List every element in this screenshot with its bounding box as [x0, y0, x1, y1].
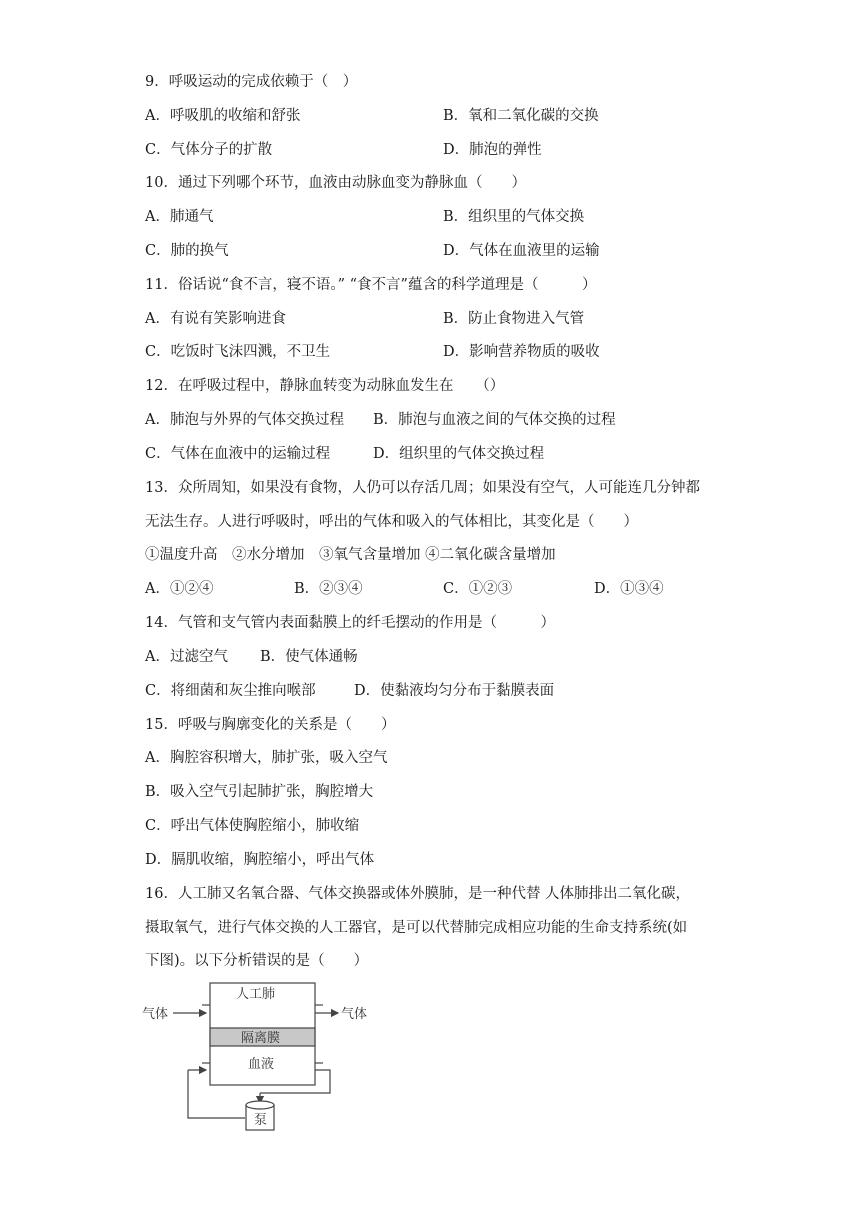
q14-option-b: B．使气体通畅: [260, 649, 358, 665]
q11-stem: 11．俗话说“食不言，寝不语。” “食不言”蕴含的科学道理是（ ）: [145, 277, 597, 293]
q11-option-b: B．防止食物进入气管: [443, 311, 585, 327]
q15-option-d: D．膈肌收缩，胸腔缩小，呼出气体: [145, 852, 375, 868]
q12-stem: 12．在呼吸过程中，静脉血转变为动脉血发生在 （）: [145, 378, 505, 394]
q11-option-a: A．有说有笑影响进食: [145, 311, 286, 327]
q13-option-c: C．①②③: [443, 581, 513, 597]
q16-stem-line3: 下图)。以下分析错误的是（ ）: [145, 953, 369, 969]
q14-stem: 14．气管和支气管内表面黏膜上的纤毛摆动的作用是（ ）: [145, 615, 555, 631]
artificial-lung-diagram: [140, 975, 380, 1135]
q15-option-c: C．呼出气体使胸腔缩小，肺收缩: [145, 818, 360, 834]
q14-option-d: D．使黏液均匀分布于黏膜表面: [354, 683, 555, 699]
q13-option-d: D．①③④: [594, 581, 664, 597]
q14-option-c: C．将细菌和灰尘推向喉部: [145, 683, 316, 699]
q12-option-b: B．肺泡与血液之间的气体交换的过程: [373, 412, 616, 428]
q9-option-b: B．氧和二氧化碳的交换: [443, 108, 599, 124]
q12-option-d: D．组织里的气体交换过程: [373, 446, 545, 462]
q11-option-c: C．吃饭时飞沫四溅，不卫生: [145, 344, 331, 360]
q13-stem-line2: 无法生存。人进行呼吸时，呼出的气体和吸入的气体相比，其变化是（ ）: [145, 514, 638, 530]
q10-option-d: D．气体在血液里的运输: [443, 243, 600, 259]
q15-stem: 15．呼吸与胸廓变化的关系是（ ）: [145, 717, 396, 733]
blood-loop: [188, 1070, 245, 1118]
diagram-title: 人工肺: [236, 987, 276, 1002]
q13-option-a: A．①②④: [145, 581, 214, 597]
blood-label: 血液: [248, 1057, 275, 1072]
q13-option-b: B．②③④: [294, 581, 363, 597]
q13-items: ①温度升高 ②水分增加 ③氧气含量增加 ④二氧化碳含量增加: [145, 547, 556, 563]
q9-option-a: A．呼吸肌的收缩和舒张: [145, 108, 301, 124]
gas-in-label: 气体: [142, 1007, 169, 1022]
pump-label: 泵: [254, 1113, 268, 1128]
q14-option-a: A．过滤空气: [145, 649, 228, 665]
q10-stem: 10．通过下列哪个环节，血液由动脉血变为静脉血（ ）: [145, 175, 526, 191]
q15-option-b: B．吸入空气引起肺扩张，胸腔增大: [145, 784, 374, 800]
q11-option-d: D．影响营养物质的吸收: [443, 344, 600, 360]
q12-option-a: A．肺泡与外界的气体交换过程: [145, 412, 344, 428]
q10-option-b: B．组织里的气体交换: [443, 209, 585, 225]
q9-option-d: D．肺泡的弹性: [443, 142, 542, 158]
q13-stem-line1: 13．众所周知，如果没有食物，人仍可以存活几周；如果没有空气，人可能连几分钟都: [145, 480, 700, 496]
q10-option-a: A．肺通气: [145, 209, 214, 225]
q15-option-a: A．胸腔容积增大，肺扩张，吸入空气: [145, 750, 388, 766]
membrane-label: 隔离膜: [241, 1031, 281, 1046]
q9-option-c: C．气体分子的扩散: [145, 142, 273, 158]
blood-out-line: [280, 1070, 330, 1093]
q10-option-c: C．肺的换气: [145, 243, 229, 259]
q16-stem-line2: 摄取氧气，进行气体交换的人工器官，是可以代替肺完成相应功能的生命支持系统(如: [145, 920, 688, 936]
gas-out-label: 气体: [341, 1007, 368, 1022]
q16-stem-line1: 16．人工肺又名氧合器、气体交换器或体外膜肺，是一种代替 人体肺排出二氧化碳，: [145, 886, 691, 902]
q12-option-c: C．气体在血液中的运输过程: [145, 446, 331, 462]
q9-stem: 9．呼吸运动的完成依赖于（ ）: [145, 74, 358, 90]
